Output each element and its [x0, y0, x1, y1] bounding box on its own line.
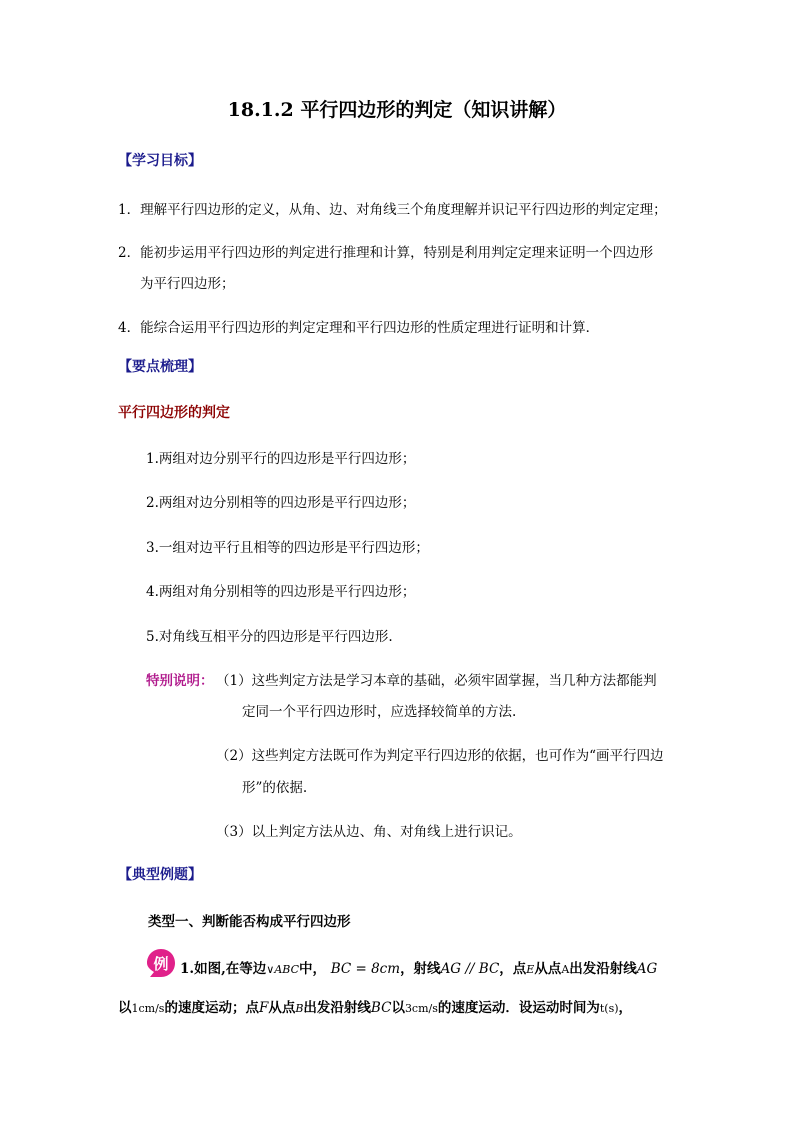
page-title: 18.1.2 平行四边形的判定（知识讲解） — [227, 99, 567, 121]
example-line-2 — [118, 996, 632, 1016]
ex2-h: BC — [370, 1000, 392, 1016]
ex2-f: B — [295, 1002, 304, 1015]
criteria-item-5: 5.对角线互相平分的四边形是平行四边形. — [146, 629, 393, 645]
ex2-c: 的速度运动；点 — [164, 1000, 259, 1016]
note-line-3: （3）以上判定方法从边、角、对角线上进行识记。 — [216, 824, 522, 840]
ex1-h: E — [526, 963, 535, 976]
ex2-e: 从点 — [268, 1000, 296, 1016]
section-heading-points: 【要点梳理】 — [118, 359, 202, 375]
ex1-b: ∨ABC — [266, 963, 299, 976]
ex1-l: AG — [636, 961, 658, 977]
subheading-criteria: 平行四边形的判定 — [118, 405, 230, 421]
ex2-d: F — [258, 1000, 269, 1016]
ex1-k: 出发沿射线 — [569, 961, 637, 977]
section-heading-goals: 【学习目标】 — [118, 153, 202, 169]
note-line-1-cont: 定同一个平行四边形时，应选择较简单的方法. — [242, 704, 517, 720]
criteria-item-2: 2.两组对边分别相等的四边形是平行四边形； — [146, 495, 416, 511]
ex2-b: 1cm/s — [131, 1002, 165, 1015]
goal-item-1: 1．理解平行四边形的定义，从角、边、对角线三个角度理解并识记平行四边形的判定定理； — [118, 202, 667, 218]
section-heading-examples: 【典型例题】 — [118, 867, 202, 883]
ex2-g: 出发沿射线 — [303, 1000, 371, 1016]
goal-item-4: 4．能综合运用平行四边形的判定定理和平行四边形的性质定理进行证明和计算． — [118, 320, 600, 336]
note-line-2-cont: 形”的依据. — [242, 780, 308, 796]
ex2-m: ， — [618, 1000, 633, 1016]
ex1-j: A — [561, 963, 570, 976]
example-badge-icon — [146, 948, 176, 978]
note-label: 特别说明： — [146, 673, 214, 689]
example-line-1 — [180, 957, 657, 977]
ex1-f: AG // BC — [440, 961, 500, 977]
ex2-l: t(s) — [599, 1002, 619, 1015]
goal-item-2: 2．能初步运用平行四边形的判定进行推理和计算，特别是利用判定定理来证明一个四边形 — [118, 245, 654, 261]
ex1-g: ，点 — [499, 961, 527, 977]
ex1-e: ，射线 — [400, 961, 441, 977]
ex2-k: 的速度运动．设运动时间为 — [437, 1000, 600, 1016]
goal-item-2-cont: 为平行四边形； — [140, 276, 235, 292]
ex2-a: 以 — [118, 1000, 132, 1016]
ex1-d: BC = 8cm — [330, 961, 401, 977]
criteria-item-1: 1.两组对边分别平行的四边形是平行四边形； — [146, 451, 416, 467]
ex1-a: 1.如图,在等边 — [180, 961, 267, 977]
ex2-j: 3cm/s — [404, 1002, 438, 1015]
criteria-item-4: 4.两组对角分别相等的四边形是平行四边形； — [146, 584, 416, 600]
example-badge-label: 例 — [153, 955, 169, 973]
criteria-item-3: 3.一组对边平行且相等的四边形是平行四边形； — [146, 540, 429, 556]
type-heading: 类型一、判断能否构成平行四边形 — [148, 914, 351, 930]
ex2-i: 以 — [391, 1000, 405, 1016]
ex1-i: 从点 — [534, 961, 562, 977]
note-line-1: （1）这些判定方法是学习本章的基础，必须牢固掌握，当几种方法都能判 — [216, 673, 657, 689]
note-line-2: （2）这些判定方法既可作为判定平行四边形的依据，也可作为“画平行四边 — [216, 748, 664, 764]
ex1-c: 中， — [299, 961, 326, 977]
